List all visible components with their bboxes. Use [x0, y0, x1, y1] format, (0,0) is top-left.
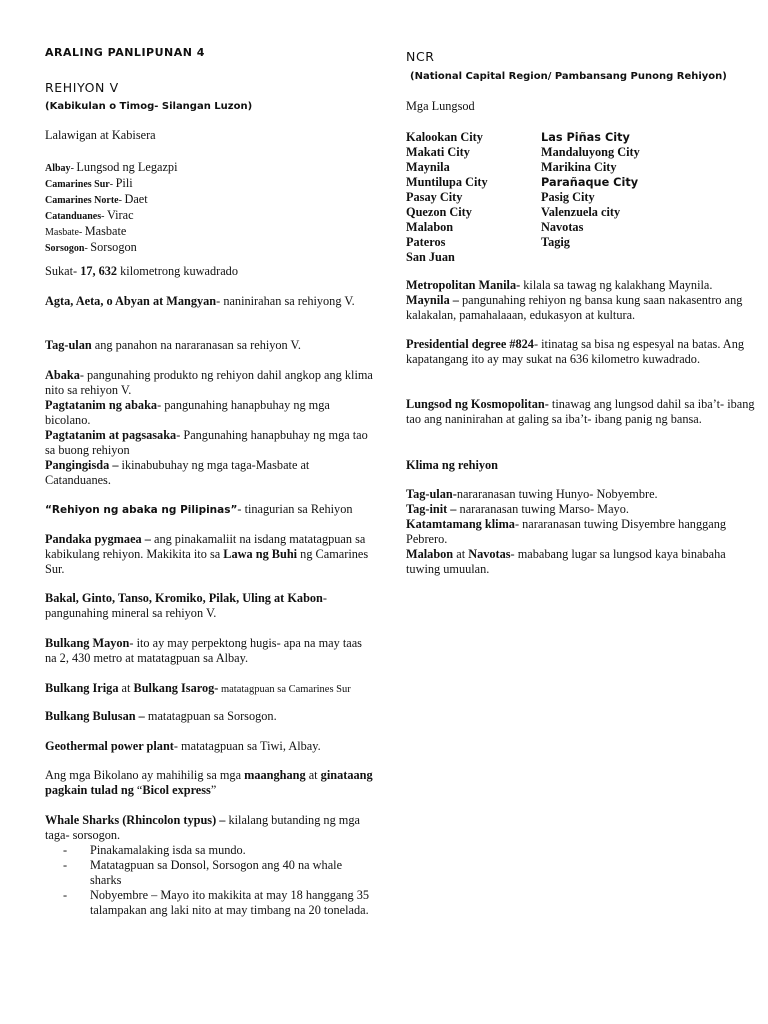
cosmopolitan-paragraph: Lungsod ng Kosmopolitan- tinawag ang lungsod dahil sa iba’t- ibang tao ang naninirahan at galing sa iba’t- ibang panig ng bansa.: [406, 397, 755, 426]
ncr-heading: NCR: [406, 49, 435, 64]
document-title: ARALING PANLIPUNAN 4: [45, 46, 205, 59]
list-item: Malabon: [406, 220, 454, 234]
list-item: Muntilupa City: [406, 175, 488, 189]
list-item: Valenzuela city: [541, 205, 621, 219]
list-item: Pateros: [406, 235, 446, 249]
nickname-paragraph: “Rehiyon ng abaka ng Pilipinas”- tinagurian sa Rehiyon: [45, 502, 353, 516]
bulusan-paragraph: Bulkang Bulusan – matatagpuan sa Sorsogon.: [45, 709, 277, 723]
tagulan-paragraph: Tag-ulan-nararanasan tuwing Hunyo- Nobyembre.: [406, 487, 658, 501]
metro-block: [406, 278, 756, 323]
flood-paragraph: Malabon at Navotas- mababang lugar sa lungsod kaya binabaha tuwing umuulan.: [406, 547, 726, 576]
whale-shark-list: [45, 843, 375, 918]
list-item: - Nobyembre – Mayo ito makikita at may 18 hanggang 35 talampakan ang laki nito at may timbang na 20 tonelada.: [63, 888, 375, 918]
climate-block: [406, 487, 756, 577]
geothermal-paragraph: Geothermal power plant- matatagpuan sa Tiwi, Albay.: [45, 739, 321, 753]
provinces-list: [45, 160, 375, 256]
list-item: Las Piñas City: [541, 131, 630, 144]
cities-table: [406, 130, 756, 265]
list-item: - Matatagpuan sa Donsol, Sorsogon ang 40 na whale sharks: [63, 858, 375, 888]
whale-shark-paragraph: Whale Sharks (Rhincolon typus) – kilalang butanding ng mga taga- sorsogon.: [45, 813, 360, 842]
cities-col-1: [406, 130, 541, 265]
maynila-paragraph: Maynila – pangunahing rehiyon ng bansa kung saan nakasentro ang kalakalan, pamahalaaan, edukasyon at kultura.: [406, 293, 743, 322]
pagsasaka-paragraph: Pagtatanim at pagsasaka- Pangunahing hanapbuhay ng mga tao sa buong rehiyon: [45, 428, 368, 457]
region-subtitle: (Kabikulan o Timog- Silangan Luzon): [45, 101, 253, 112]
list-item: San Juan: [406, 250, 455, 264]
list-item: Maynila: [406, 160, 450, 174]
pygmaea-paragraph: Pandaka pygmaea – ang pinakamaliit na isdang matatagpuan sa kabikulang rehiyon. Makikita ito sa Lawa ng Buhi ng Camarines Sur.: [45, 532, 369, 576]
list-item: Parañaque City: [541, 176, 639, 189]
province-item: Camarines Norte- Daet: [45, 192, 148, 206]
province-item: Sorsogon- Sorsogon: [45, 240, 137, 254]
province-item: Camarines Sur- Pili: [45, 176, 133, 190]
climate-heading: Klima ng rehiyon: [406, 458, 499, 472]
decree-paragraph: Presidential degree #824- itinatag sa bisa ng espesyal na batas. Ang kapatangang ito ay may sukat na 636 kilometro kuwadrado.: [406, 337, 744, 366]
list-item: Marikina City: [541, 160, 617, 174]
province-item: Catanduanes- Virac: [45, 208, 134, 222]
list-item: Pasay City: [406, 190, 463, 204]
provinces-heading: Lalawigan at Kabisera: [45, 128, 156, 142]
pagtatanim-abaka-paragraph: Pagtatanim ng abaka- pangunahing hanapbuhay ng mga bicolano.: [45, 398, 330, 427]
area-line: Sukat- 17, 632 kilometrong kuwadrado: [45, 264, 238, 278]
inhabitants-paragraph: Agta, Aeta, o Abyan at Mangyan- naninirahan sa rehiyong V.: [45, 294, 355, 308]
metro-manila-paragraph: Metropolitan Manila- kilala sa tawag ng kalakhang Maynila.: [406, 278, 713, 292]
cities-col-2: [541, 130, 691, 265]
ncr-subtitle: (National Capital Region/ Pambansang Punong Rehiyon): [410, 71, 727, 82]
minerals-paragraph: Bakal, Ginto, Tanso, Kromiko, Pilak, Uling at Kabon- pangunahing mineral sa rehiyon V.: [45, 591, 328, 620]
whale-shark-block: [45, 813, 375, 918]
list-item: Navotas: [541, 220, 584, 234]
taginit-paragraph: Tag-init – nararanasan tuwing Marso- Mayo.: [406, 502, 629, 516]
region-heading: REHIYON V: [45, 80, 119, 95]
pangingisda-paragraph: Pangingisda – ikinabubuhay ng mga taga-Masbate at Catanduanes.: [45, 458, 310, 487]
list-item: Pasig City: [541, 190, 595, 204]
katamtaman-paragraph: Katamtamang klima- nararanasan tuwing Disyembre hanggang Pebrero.: [406, 517, 726, 546]
province-item: Masbate- Masbate: [45, 224, 127, 238]
climate-paragraph: Tag-ulan ang panahon na nararanasan sa rehiyon V.: [45, 338, 301, 352]
list-item: Quezon City: [406, 205, 472, 219]
food-paragraph: Ang mga Bikolano ay mahihilig sa mga maanghang at ginataang pagkain tulad ng “Bicol express”: [45, 768, 373, 797]
list-item: - Pinakamalaking isda sa mundo.: [63, 843, 375, 858]
list-item: Mandaluyong City: [541, 145, 640, 159]
livelihood-block: [45, 368, 375, 488]
list-item: Tagig: [541, 235, 570, 249]
list-item: Kalookan City: [406, 130, 483, 144]
abaka-paragraph: Abaka- pangunahing produkto ng rehiyon dahil angkop ang klima nito sa rehiyon V.: [45, 368, 373, 397]
province-item: Albay- Lungsod ng Legazpi: [45, 160, 178, 174]
iriga-isarog-paragraph: Bulkang Iriga at Bulkang Isarog- matatagpuan sa Camarines Sur: [45, 681, 351, 695]
list-item: Makati City: [406, 145, 470, 159]
cities-heading: Mga Lungsod: [406, 99, 475, 113]
mayon-paragraph: Bulkang Mayon- ito ay may perpektong hugis- apa na may taas na 2, 430 metro at matatagpuan sa Albay.: [45, 636, 362, 665]
